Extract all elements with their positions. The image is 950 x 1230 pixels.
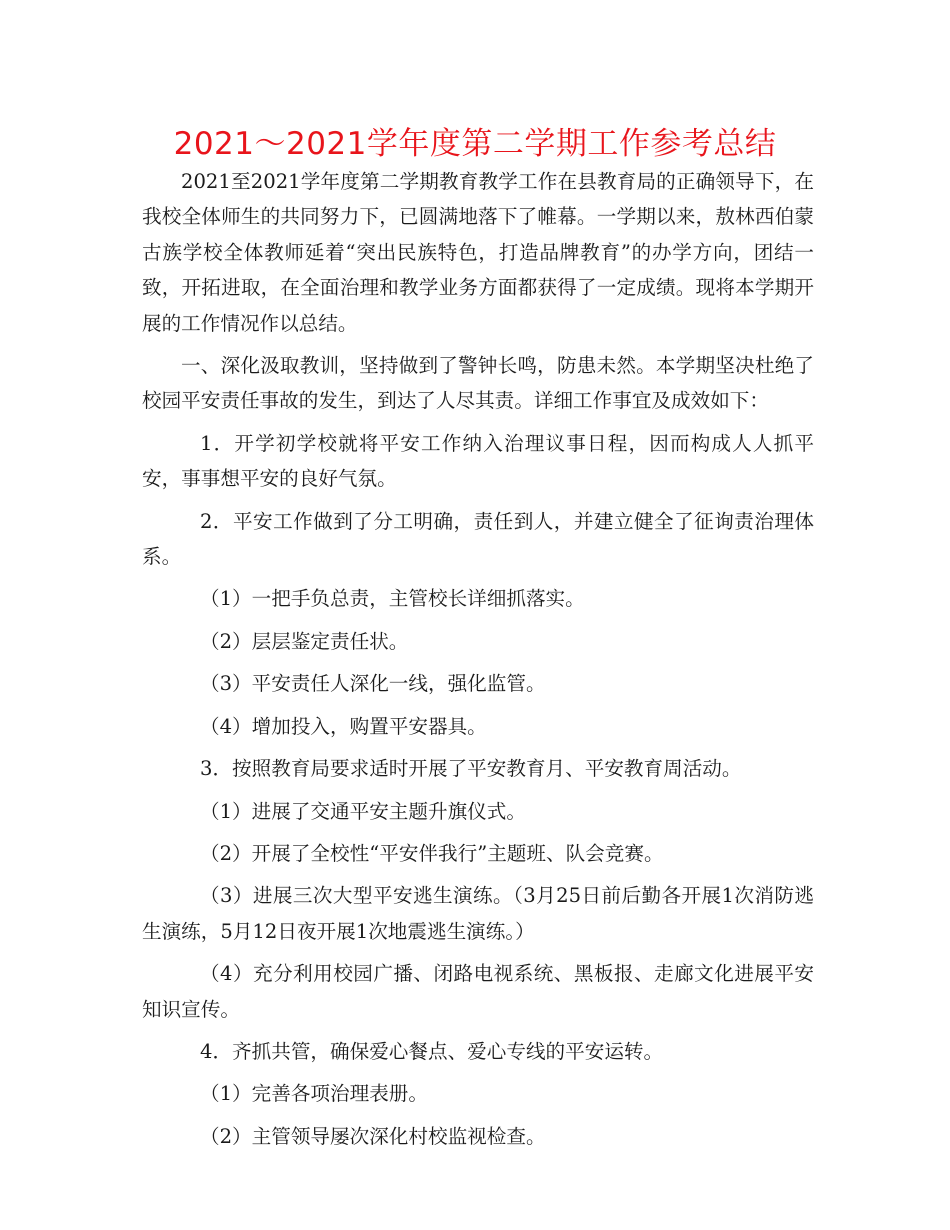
item-2-sub-2: （2）层层鉴定责任状。 [200, 629, 409, 653]
item-3-sub-4: （4）充分利用校园广播、闭路电视系统、黑板报、走廊文化进展平安知识宣传。 [142, 962, 814, 1021]
item-3-sub-3: （3）进展三次大型平安逃生演练。（3月25日前后勤各开展1次消防逃生演练，5月12日夜开展1次地震逃生演练。） [142, 884, 814, 943]
section-1-heading-paragraph: 一、深化汲取教训，坚持做到了警钟长鸣，防患未然。本学期坚决杜绝了校园平安责任事故的发生，到达了人尽其责。详细工作事宜及成效如下： [142, 354, 814, 413]
item-2-sub-3: （3）平安责任人深化一线，强化监管。 [200, 672, 546, 696]
item-2-paragraph: 2．平安工作做到了分工明确，责任到人，并建立健全了征询责治理体系。 [142, 509, 814, 569]
item-3-paragraph: 3．按照教育局要求适时开展了平安教育月、平安教育周活动。 [200, 757, 742, 781]
item-4-paragraph: 4．齐抓共管，确保爱心餐点、爱心专线的平安运转。 [200, 1039, 664, 1063]
item-1-paragraph: 1．开学初学校就将平安工作纳入治理议事日程，因而构成人人抓平安，事事想平安的良好气氛。 [142, 431, 814, 491]
item-3-sub-1: （1）进展了交通平安主题升旗仪式。 [200, 799, 526, 823]
item-3-sub-2: （2）开展了全校性“平安伴我行”主题班、队会竞赛。 [200, 841, 664, 865]
document-title: 2021～2021学年度第二学期工作参考总结 [173, 126, 777, 162]
item-4-sub-2: （2）主管领导屡次深化村校监视检查。 [200, 1124, 546, 1148]
item-2-sub-4: （4）增加投入，购置平安器具。 [200, 714, 487, 738]
item-4-sub-1: （1）完善各项治理表册。 [200, 1082, 428, 1106]
item-2-sub-1: （1）一把手负总责，主管校长详细抓落实。 [200, 587, 585, 611]
intro-paragraph: 2021至2021学年度第二学期教育教学工作在县教育局的正确领导下，在我校全体师生的共同努力下，已圆满地落下了帷幕。一学期以来，敖林西伯蒙古族学校全体教师延着“突出民族特色，打造品牌教育”的办学方向，团结一致，开拓进取，在全面治理和教学业务方面都获得了一定成绩。现将本学期开展的工作情况作以总结。 [142, 170, 814, 335]
document-body [142, 164, 814, 1154]
